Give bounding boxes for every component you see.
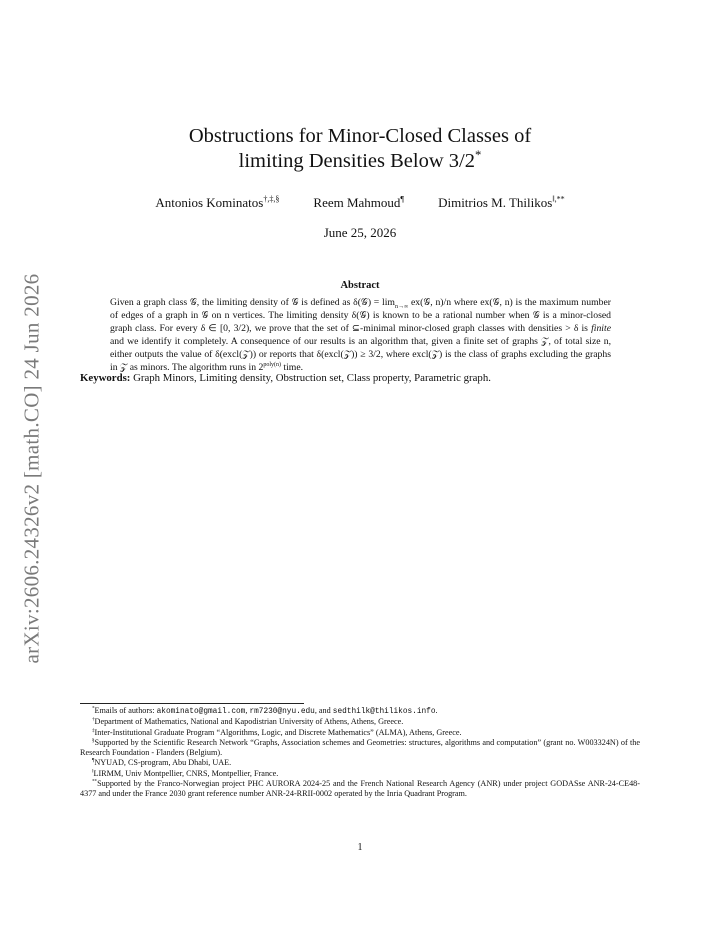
author-affiliation-marks: †,‡,§ bbox=[263, 194, 280, 204]
email-link[interactable]: rm7230@nyu.edu bbox=[249, 708, 315, 716]
footnote: ¶NYUAD, CS-program, Abu Dhabi, UAE. bbox=[92, 757, 232, 768]
footnote: §Supported by the Scientific Research Network “Graphs, Association schemes and Geometries: structures, algorithms and computation” (grant no. W003324N) of the Research Foundation - Flanders (Belgium). bbox=[80, 737, 640, 758]
author: Dimitrios M. Thilikos‖,** bbox=[438, 194, 565, 210]
paper-title bbox=[80, 124, 640, 174]
footnote: ‖LIRMM, Univ Montpellier, CNRS, Montpellier, France. bbox=[92, 768, 279, 778]
author-affiliation-marks: ¶ bbox=[400, 194, 405, 204]
author: Antonios Kominatos†,‡,§ bbox=[155, 194, 280, 210]
title-line-1: Obstructions for Minor-Closed Classes of bbox=[188, 125, 532, 147]
keywords bbox=[80, 372, 640, 384]
footnote: ‡Inter-Institutional Graduate Program “Algorithms, Logic, and Discrete Mathematics” (ALMA), Athens, Greece. bbox=[92, 726, 462, 737]
author: Reem Mahmoud¶ bbox=[313, 194, 405, 210]
footnote: †Department of Mathematics, National and Kapodistrian University of Athens, Athens, Greece. bbox=[92, 716, 404, 727]
keywords-label: Keywords: bbox=[80, 372, 131, 384]
author-affiliation-marks: ‖,** bbox=[552, 194, 565, 204]
arxiv-sidebar bbox=[12, 248, 52, 688]
email-link[interactable]: sedthilk@thilikos.info bbox=[332, 708, 436, 716]
abstract-body: Given a graph class 𝒢, the limiting density of 𝒢 is defined as δ(𝒢) = $\lim_{n\to\infty}$ ex(𝒢, n)/n where ex(𝒢, n) is the maximum number of edges of a graph in 𝒢 on n vertices. The limiting density δ(𝒢) is known to be a rational number when 𝒢 is a minor-closed graph class. For every δ ∈ [0, 3/2), we prove that the set of ⊆-minimal minor-closed graph classes with densities > δ is finite and we identify it completely. A consequence of our results is an algorithm that, given a finite set of graphs 𝒵, of total size n, either outputs the value of δ(excl(𝒵)) or reports that δ(excl(𝒵)) ≥ 3/2, where excl(𝒵) is the class of graphs excluding the graphs in 𝒵 as minors. The algorithm runs in $2^{poly(n)}$ time. bbox=[110, 297, 611, 373]
emphasis-finite: finite bbox=[591, 322, 611, 334]
footnote-emails: *Emails of authors: akominato@gmail.com, rm7230@nyu.edu, and sedthilk@thilikos.info. bbox=[92, 705, 438, 716]
footnote: **Supported by the Franco-Norwegian project PHC AURORA 2024-25 and the French National Research Agency (ANR) under project GODASse ANR-24-CE48-4377 and under the France 2030 grant reference number ANR-24-RRII-0002 operated by the Inria Quadrant Program. bbox=[80, 778, 640, 799]
footnote-rule bbox=[80, 703, 304, 704]
title-footnote-mark: * bbox=[474, 148, 482, 163]
page-number: 1 bbox=[357, 842, 363, 853]
paper-date: June 25, 2026 bbox=[323, 225, 397, 240]
footnotes bbox=[80, 706, 640, 800]
email-link[interactable]: akominato@gmail.com bbox=[156, 708, 246, 716]
arxiv-identifier: arXiv:2606.24326v2 [math.CO] 24 Jun 2026 bbox=[19, 273, 44, 663]
author-list bbox=[80, 195, 640, 211]
runtime-exponent: poly(n) bbox=[263, 361, 281, 368]
title-line-2: limiting Densities Below 3/2* bbox=[238, 148, 482, 172]
limit-subscript: n→∞ bbox=[394, 303, 409, 310]
abstract-heading: Abstract bbox=[340, 280, 380, 291]
keywords-list: Graph Minors, Limiting density, Obstruction set, Class property, Parametric graph. bbox=[133, 372, 491, 384]
